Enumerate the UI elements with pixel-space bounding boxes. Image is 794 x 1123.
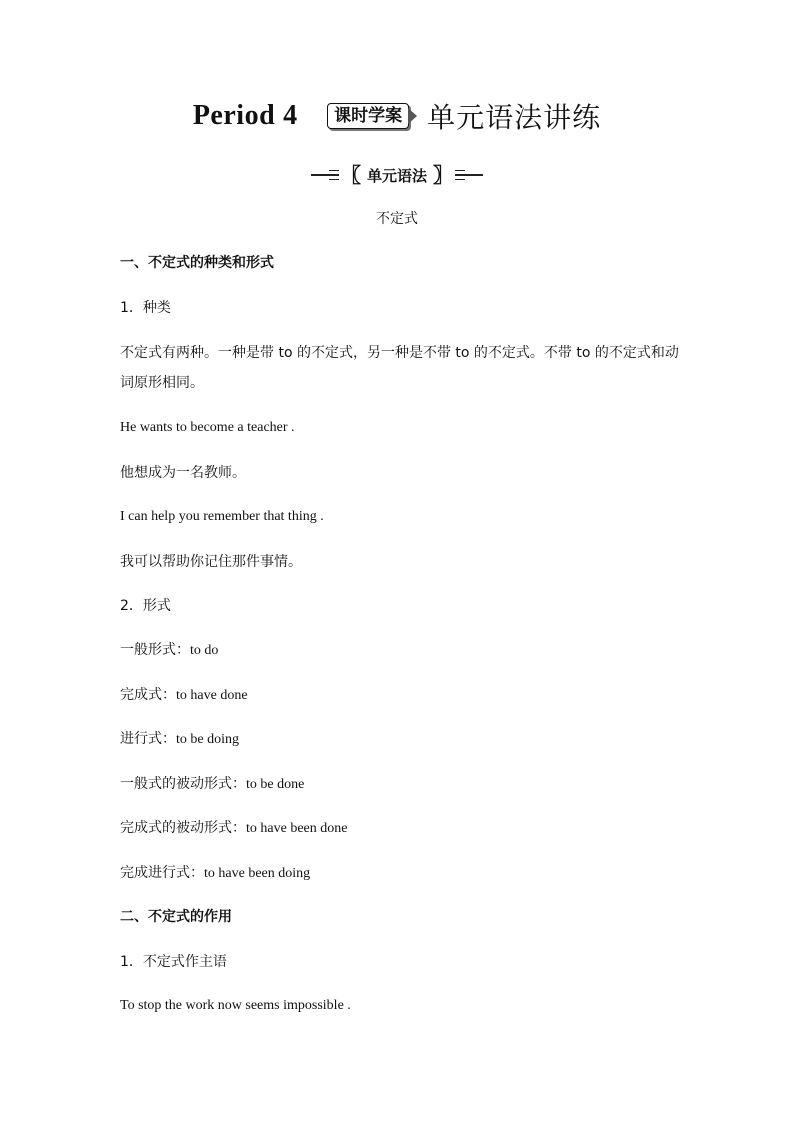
form-label: 完成式： (120, 687, 176, 703)
example-2-en: I can help you remember that thing . (120, 509, 324, 524)
form-label: 进行式： (120, 731, 176, 747)
period-number: 4 (283, 100, 298, 131)
section-header (0, 162, 794, 188)
right-lines-icon (455, 170, 483, 181)
forms-heading: 2．形式 (120, 598, 171, 614)
form-label: 完成式的被动形式： (120, 820, 246, 836)
part1-heading: 一、不定式的种类和形式 (120, 255, 274, 271)
example-1-zh: 他想成为一名教师。 (120, 465, 246, 481)
form-value: to have been doing (204, 866, 311, 881)
lesson-badge-label: 课时学案 (327, 103, 409, 129)
lesson-badge (327, 103, 417, 129)
form-label: 完成进行式： (120, 865, 204, 881)
page-title-row (0, 96, 794, 136)
form-value: to do (190, 643, 219, 658)
page-title: 单元语法讲练 (427, 101, 602, 134)
form-item (120, 813, 680, 844)
form-item (120, 635, 680, 666)
section-subtitle: 不定式 (376, 211, 418, 227)
right-bracket-icon: 〗 (433, 163, 453, 187)
left-bracket-icon: 〖 (340, 163, 361, 187)
example-3-en: To stop the work now seems impossible . (120, 998, 351, 1013)
subject-heading: 1．不定式作主语 (120, 954, 227, 970)
form-value: to be done (246, 777, 305, 792)
form-value: to be doing (176, 732, 239, 747)
form-item (120, 724, 680, 755)
form-item (120, 769, 680, 800)
example-2-zh: 我可以帮助你记住那件事情。 (120, 554, 302, 570)
left-lines-icon (311, 170, 339, 181)
form-value: to have been done (246, 821, 348, 836)
part2-heading: 二、不定式的作用 (120, 909, 232, 925)
form-label: 一般式的被动形式： (120, 776, 246, 792)
section-title: 单元语法 (366, 166, 427, 185)
form-item (120, 680, 680, 711)
kinds-paragraph: 不定式有两种。一种是带 to 的不定式，另一种是不带 to 的不定式。不带 to 的不定式和动词原形相同。 (120, 345, 679, 391)
example-1-en: He wants to become a teacher . (120, 420, 295, 435)
kinds-heading: 1．种类 (120, 300, 171, 316)
form-item (120, 858, 680, 889)
period-word: Period (192, 100, 276, 131)
form-label: 一般形式： (120, 642, 190, 658)
badge-arrow-icon (408, 108, 417, 124)
form-value: to have done (176, 688, 248, 703)
